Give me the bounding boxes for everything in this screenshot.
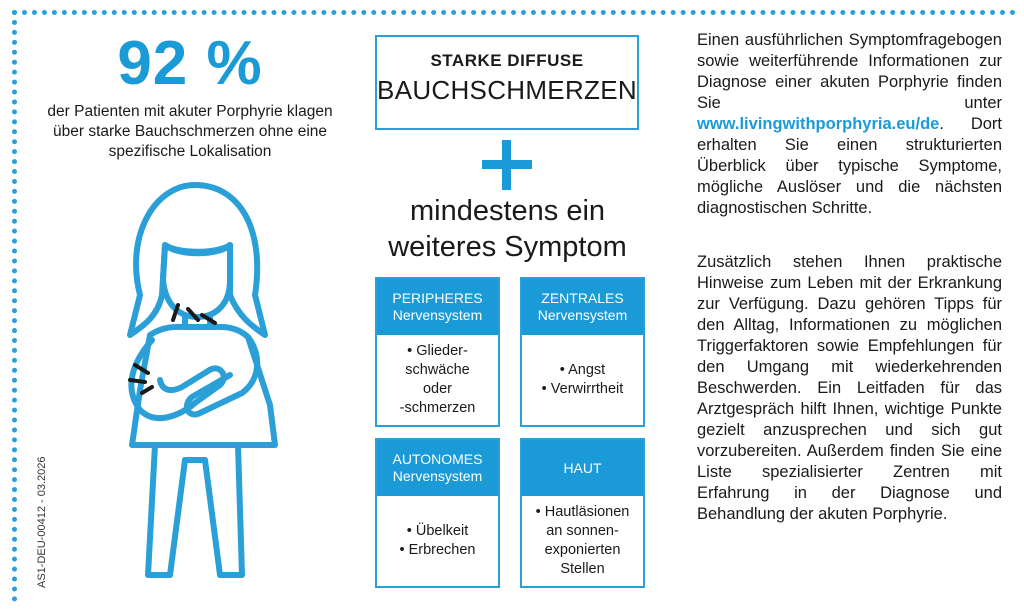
headline-line2: BAUCHSCHMERZEN [377,75,637,105]
card-body [377,335,498,425]
card-title-main: HAUT [563,459,602,476]
card-item: • Hautläsionen [535,504,630,520]
card-header [377,279,498,335]
card-body [522,335,643,425]
card-header [522,279,643,335]
card-item: • Verwirrtheit [541,381,624,397]
info-text: Einen ausführlichen Symptomfragebogen sowie weiterführende Informationen zur Diagnose einer akuten Porphyrie finden Sie unter [697,31,1002,112]
card-item: oder [422,381,453,397]
document-code: AS1-DEU-00412 - 03.2026 [36,456,48,588]
woman-abdominal-pain-icon [70,175,320,595]
card-title-sub: Nervensystem [537,307,628,323]
card-title-main: AUTONOMES [392,451,483,467]
card-item: • Übelkeit [406,523,469,539]
sub-headline-line1: mindestens ein [409,195,606,227]
card-item: an sonnen- [546,523,619,539]
card-item: • Glieder- [407,343,468,359]
dotted-border-left [12,10,17,602]
dotted-border-top [12,10,1016,15]
info-paragraph-1 [697,30,1002,219]
card-body [377,496,498,586]
card-header [522,440,643,496]
symptom-card-central [520,277,645,427]
headline-line1: STARKE DIFFUSE [430,51,584,70]
card-body [522,496,643,586]
sub-headline [350,193,665,265]
card-item: exponierten [544,542,621,558]
stat-percent: 92 % [117,29,263,98]
card-header [377,440,498,496]
info-text: . Dort erhalten Sie einen strukturierten Überblick über typische Symptome, mögliche Auslöser und die nächsten diagnostischen Schritte. [697,115,1002,217]
stat-description: der Patienten mit akuter Porphyrie klagen über starke Bauchschmerzen ohne eine spezifische Lokalisation [47,103,333,160]
card-item: Stellen [560,561,605,577]
headline-box [375,35,639,130]
card-item: • Angst [559,362,606,378]
website-link[interactable]: www.livingwithporphyria.eu/de [697,115,940,133]
info-paragraph-2: Zusätzlich stehen Ihnen praktische Hinweise zum Leben mit der Erkrankung zur Verfügung. Dazu gehören Tipps für den Alltag, Informationen zu möglichen Triggerfaktoren sowie Empfehlungen für den Umgang mit wiederkehrenden Beschwerden. Ein Leitfaden für das Arztgespräch hilft Ihnen, wichtige Punkte gezielt anzusprechen und sich gut vorzubereiten. Außerdem finden Sie eine Liste spezialisierter Zentren mit Erfahrung in der Diagnose und Behandlung der akuten Porphyrie. [697,253,1002,523]
symptom-card-autonomic [375,438,500,588]
card-title-main: PERIPHERES [392,290,483,306]
card-item: • Erbrechen [399,542,476,558]
card-title-sub: Nervensystem [392,468,483,484]
symptom-card-peripheral [375,277,500,427]
symptom-card-skin [520,438,645,588]
card-item: schwäche [405,362,470,378]
plus-icon [482,140,532,190]
card-title-main: ZENTRALES [541,290,624,306]
sub-headline-line2: weiteres Symptom [388,231,627,263]
card-item: -schmerzen [399,400,476,416]
card-title-sub: Nervensystem [392,307,483,323]
